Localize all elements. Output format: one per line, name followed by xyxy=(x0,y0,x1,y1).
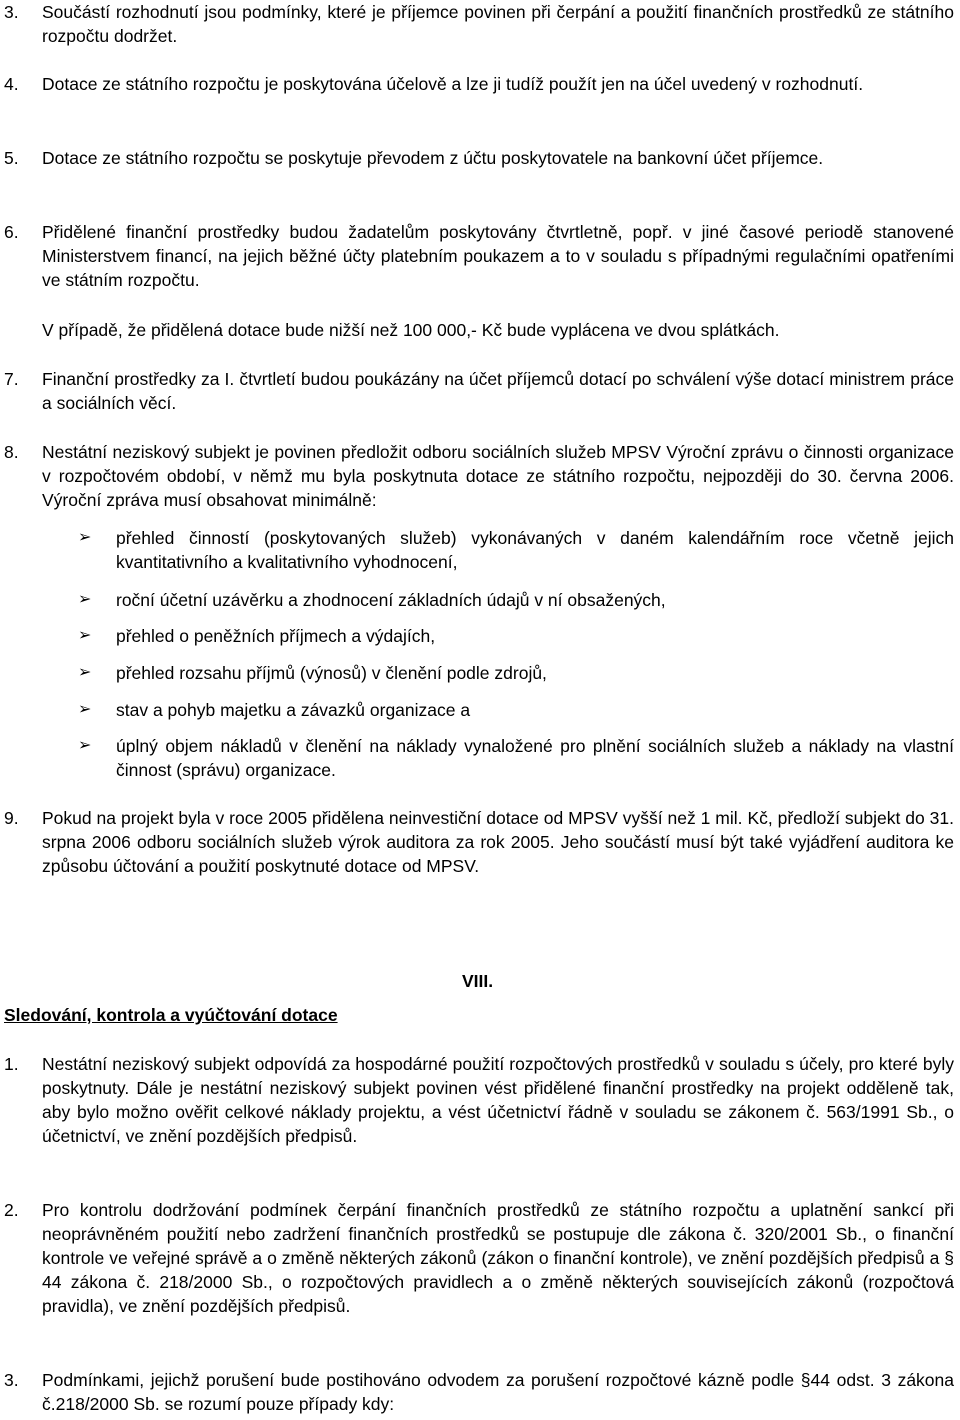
bullet-item xyxy=(78,698,954,722)
list-item xyxy=(4,72,954,96)
list-item xyxy=(4,318,954,342)
item-number: 5. xyxy=(4,148,19,168)
bullet-item xyxy=(78,526,954,574)
item-number: 7. xyxy=(4,369,19,389)
item-text: Dotace ze státního rozpočtu je poskytována účelově a lze ji tudíž použít jen na účel uvedený v rozhodnutí. xyxy=(42,74,864,94)
item-number: 9. xyxy=(4,808,19,828)
item-number: 3. xyxy=(4,2,19,22)
bullet-item xyxy=(78,661,954,685)
item-number: 8. xyxy=(4,442,19,462)
item-text: Nestátní neziskový subjekt odpovídá za hospodárné použití rozpočtových prostředků v souladu s účely, pro které byly poskytnuty. Dále je nestátní neziskový subjekt povinen vést přidělené finanční prostředky na projekt odděleně tak, aby bylo možno ověřit celkové náklady projektu, a vést účetnictví řádně v souladu se zákonem č. 563/1991 Sb., o účetnictví, ve znění pozdějších předpisů. xyxy=(42,1054,954,1146)
list-item xyxy=(4,1198,954,1318)
arrow-bullet-icon: ➢ xyxy=(78,627,92,644)
list-item xyxy=(4,1368,954,1416)
arrow-bullet-icon: ➢ xyxy=(78,664,92,681)
bullet-text: přehled činností (poskytovaných služeb) vykonávaných v daném kalendářním roce včetně jejich kvantitativního a kvalitativního vyhodnocení, xyxy=(116,528,954,572)
section-number: VIII. xyxy=(462,971,494,991)
list-item xyxy=(4,1052,954,1148)
list-item xyxy=(4,0,954,48)
item-text: Nestátní neziskový subjekt je povinen předložit odboru sociálních služeb MPSV Výroční zprávu o činnosti organizace v rozpočtovém období, v němž mu byla poskytnuta dotace ze státního rozpočtu, nejpozději do 30. června 2006. Výroční zpráva musí obsahovat minimálně: xyxy=(42,442,954,510)
bullet-text: roční účetní uzávěrku a zhodnocení základních údajů v ní obsažených, xyxy=(116,590,666,610)
arrow-bullet-icon: ➢ xyxy=(78,737,92,754)
list-item xyxy=(4,440,954,512)
arrow-bullet-icon: ➢ xyxy=(78,591,92,608)
item-text: Dotace ze státního rozpočtu se poskytuje převodem z účtu poskytovatele na bankovní účet příjemce. xyxy=(42,148,824,168)
item-text: Pro kontrolu dodržování podmínek čerpání finančních prostředků ze státního rozpočtu a uplatnění sankcí při neoprávněném použití nebo zadržení finančních prostředků se postupuje dle zákona č. 320/2001 Sb., o finanční kontrole ve veřejné správě a o změně některých zákonů (zákon o finanční kontrole), ve znění pozdějších předpisů a § 44 zákona č. 218/2000 Sb., o rozpočtových pravidlech a o změně některých souvisejících zákonů (rozpočtová pravidla), ve znění pozdějších předpisů. xyxy=(42,1200,954,1316)
arrow-bullet-icon: ➢ xyxy=(78,701,92,718)
bullet-text: úplný objem nákladů v členění na náklady vynaložené pro plnění sociálních služeb a náklady na vlastní činnost (správu) organizace. xyxy=(116,736,954,780)
list-item xyxy=(4,146,954,170)
item-number: 6. xyxy=(4,222,19,242)
item-text: V případě, že přidělená dotace bude nižší než 100 000,- Kč bude vyplácena ve dvou splátkách. xyxy=(42,320,780,340)
item-text: Pokud na projekt byla v roce 2005 přidělena neinvestiční dotace od MPSV vyšší než 1 mil. Kč, předloží subjekt do 31. srpna 2006 odboru sociálních služeb výrok auditora za rok 2005. Jeho součástí musí být také vyjádření auditora ke způsobu účtování a použití poskytnuté dotace od MPSV. xyxy=(42,808,954,876)
item-number: 3. xyxy=(4,1370,19,1390)
item-number: 4. xyxy=(4,74,19,94)
arrow-bullet-icon: ➢ xyxy=(78,529,92,546)
bullet-text: přehled rozsahu příjmů (výnosů) v členění podle zdrojů, xyxy=(116,663,547,683)
item-number: 1. xyxy=(4,1054,19,1074)
list-item xyxy=(4,220,954,292)
item-text: Podmínkami, jejichž porušení bude postihováno odvodem za porušení rozpočtové kázně podle §44 odst. 3 zákona č.218/2000 Sb. se rozumí pouze případy kdy: xyxy=(42,1370,954,1414)
item-text: Přidělené finanční prostředky budou žadatelům poskytovány čtvrtletně, popř. v jiné časové periodě stanovené Ministerstvem financí, na jejich běžné účty platebním poukazem a to v souladu s případnými regulačními opatřeními ve státním rozpočtu. xyxy=(42,222,954,290)
item-text: Součástí rozhodnutí jsou podmínky, které je příjemce povinen při čerpání a použití finančních prostředků ze státního rozpočtu dodržet. xyxy=(42,2,954,46)
bullet-item xyxy=(78,588,954,612)
bullet-text: stav a pohyb majetku a závazků organizace a xyxy=(116,700,471,720)
list-item xyxy=(4,806,954,878)
item-number: 2. xyxy=(4,1200,19,1220)
bullet-text: přehled o peněžních příjmech a výdajích, xyxy=(116,626,436,646)
list-item xyxy=(4,367,954,415)
bullet-item xyxy=(78,734,954,782)
item-text: Finanční prostředky za I. čtvrtletí budou poukázány na účet příjemců dotací po schválení výše dotací ministrem práce a sociálních věcí. xyxy=(42,369,954,413)
section-title: Sledování, kontrola a vyúčtování dotace xyxy=(4,1005,338,1025)
bullet-item xyxy=(78,624,954,648)
